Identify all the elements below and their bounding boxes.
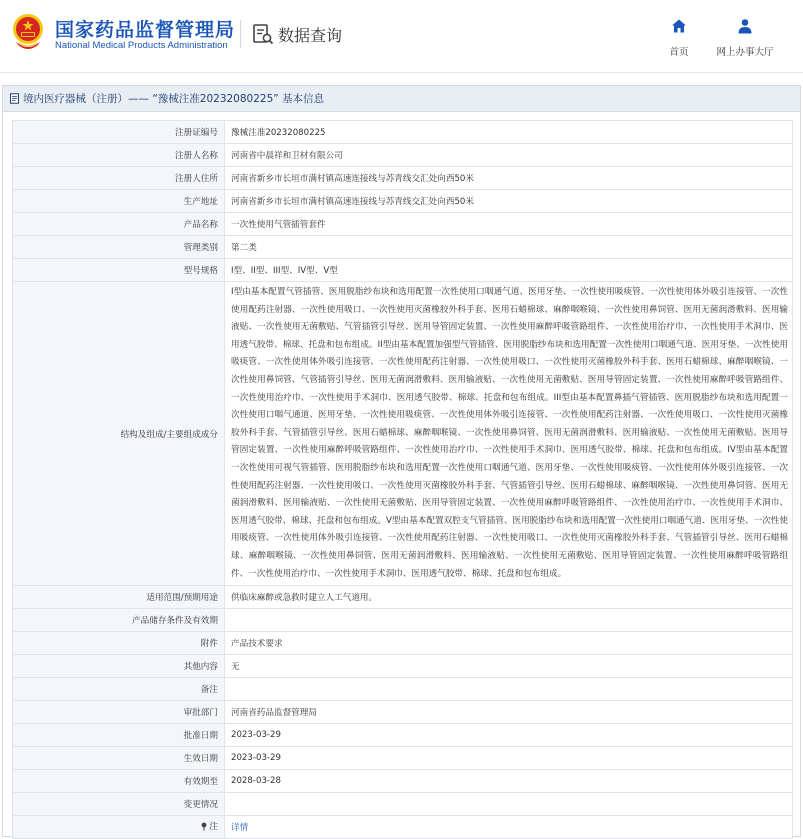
table-row <box>13 167 793 190</box>
field-value <box>225 793 793 816</box>
field-label: 有效期至 <box>13 770 225 793</box>
field-value: 无 <box>225 655 793 678</box>
nav-online-hall-label: 网上办事大厅 <box>716 47 774 58</box>
table-row <box>13 678 793 701</box>
field-label: 注册人住所 <box>13 167 225 190</box>
field-value: I型、II型、III型、IV型、V型 <box>225 259 793 282</box>
field-label: 生效日期 <box>13 747 225 770</box>
field-label-note <box>13 816 225 839</box>
data-query-label: 数据查询 <box>278 25 343 45</box>
field-value: 产品技术要求 <box>225 632 793 655</box>
field-value: 河南省新乡市长垣市满村镇高速连接线与苏青线交汇处向西50米 <box>225 190 793 213</box>
table-row <box>13 701 793 724</box>
table-row <box>13 190 793 213</box>
document-icon <box>9 93 20 104</box>
panel-title-bar <box>3 86 800 112</box>
basic-info-panel <box>2 85 801 837</box>
nav-home-label: 首页 <box>669 47 689 58</box>
table-row <box>13 236 793 259</box>
field-value: 河南省新乡市长垣市满村镇高速连接线与苏青线交汇处向西50米 <box>225 167 793 190</box>
field-value-note <box>225 816 793 839</box>
field-label: 结构及组成/主要组成成分 <box>13 282 225 586</box>
field-value: 河南省中晨祥和卫材有限公司 <box>225 144 793 167</box>
field-label: 变更情况 <box>13 793 225 816</box>
table-row <box>13 793 793 816</box>
detail-link[interactable]: 详情 <box>231 823 249 834</box>
table-row <box>13 259 793 282</box>
field-value: 一次性使用气管插管套件 <box>225 213 793 236</box>
nav-home[interactable] <box>662 18 696 59</box>
field-label: 管理类别 <box>13 236 225 259</box>
field-label: 注册人名称 <box>13 144 225 167</box>
field-value <box>225 609 793 632</box>
table-row-note <box>13 816 793 839</box>
brand-title-en: National Medical Products Administration <box>55 40 228 51</box>
header-bottom-line <box>0 72 803 73</box>
table-row <box>13 747 793 770</box>
panel-title: 境内医疗器械（注册）—— “豫械注准20232080225” 基本信息 <box>23 93 325 105</box>
field-label: 适用范围/预期用途 <box>13 586 225 609</box>
info-table <box>12 120 793 839</box>
field-value: 豫械注准20232080225 <box>225 121 793 144</box>
table-row <box>13 586 793 609</box>
field-value: 供临床麻醉或急救时建立人工气道用。 <box>225 586 793 609</box>
table-row <box>13 282 793 586</box>
field-label: 附件 <box>13 632 225 655</box>
data-query-title <box>252 20 342 48</box>
home-icon <box>671 18 687 34</box>
table-row <box>13 609 793 632</box>
table-row <box>13 121 793 144</box>
table-row <box>13 632 793 655</box>
field-label: 产品名称 <box>13 213 225 236</box>
field-label: 注册证编号 <box>13 121 225 144</box>
field-value: I型由基本配置气管插管、医用脱脂纱布块和选用配置一次性使用口咽通气道、医用牙垫、一次性使用吸痰管、一次性使用体外吸引连接管、一次性使用配药注射器、一次性使用吸口、一次性使用灭菌橡胶外科手套、医用石蜡棉球、麻醉咽喉镜、一次性使用鼻饲管、医用无菌润滑敷料、医用输液贴、一次性使用无菌敷贴、气管插管引导丝、医用导管固定装置、一次性使用麻醉呼吸管路组件、一次性使用治疗巾、一次性使用手术洞巾、医用透气胶带、棉球、托盘和包布组成。II型由基本配置加强型气管插管、医用脱脂纱布块和选用配置一次性使用口咽通气道、医用牙垫、一次性使用吸痰管、一次性使用体外吸引连接管、一次性使用配药注射器、一次性使用吸口、一次性使用灭菌橡胶外科手套、医用石蜡棉球、麻醉咽喉镜、一次性使用鼻饲管、气管插管引导丝、医用无菌润滑敷料、医用输液贴、一次性使用无菌敷贴、医用导管固定装置、一次性使用麻醉呼吸管路组件、一次性使用治疗巾、一次性使用手术洞巾、医用透气胶带、棉球、托盘和包布组成。III型由基本配置鼻插气管插管、医用脱脂纱布块和选用配置一次性使用口咽气通道、医用牙垫、一次性使用吸痰管、一次性使用体外吸引连接管、一次性使用配药注射器、一次性使用吸口、一次性使用灭菌橡胶外科手套、气管插管引导丝、医用石蜡棉球、麻醉咽喉镜、一次性使用鼻饲管、医用无菌润滑敷料、医用输液贴、一次性使用无菌敷贴、医用导管固定装置、一次性使用麻醉呼吸管路组件、一次性使用治疗巾、一次性使用手术洞巾、医用透气胶带、棉球、托盘和包布组成。IV型由基本配置一次性使用可视气管插管、医用脱脂纱布块和选用配置一次性使用口咽通气道、医用牙垫、一次性使用吸痰管、一次性使用体外吸引连接管、一次性使用配药注射器、一次性使用吸口、一次性使用灭菌橡胶外科手套、气管插管引导丝、医用石蜡棉球、麻醉咽喉镜、一次性使用鼻饲管、医用无菌润滑敷料、医用输液贴、一次性使用无菌敷贴、医用导管固定装置、一次性使用麻醉呼吸管路组件、一次性使用治疗巾、一次性使用手术洞巾、医用透气胶带、棉球、托盘和包布组成。V型由基本配置双腔支气管插管、医用脱脂纱布块和选用配置一次性使用口咽通气道、医用牙垫、一次性使用吸痰管、一次性使用体外吸引连接管、一次性使用配药注射器、一次性使用吸口、一次性使用灭菌橡胶外科手套、气管插管引导丝、医用石蜡棉球、麻醉咽喉镜、一次性使用鼻饲管、医用无菌润滑敷料、医用输液贴、一次性使用无菌敷贴、医用导管固定装置、一次性使用麻醉呼吸管路组件、一次性使用治疗巾、一次性使用手术洞巾、医用透气胶带、棉球、托盘和包布组成。 <box>225 282 793 586</box>
table-row <box>13 213 793 236</box>
field-label: 其他内容 <box>13 655 225 678</box>
field-label: 型号规格 <box>13 259 225 282</box>
note-label-text: 注 <box>209 822 218 833</box>
brand-title-cn[interactable]: 国家药品监督管理局 <box>55 19 236 41</box>
field-value: 2023-03-29 <box>225 747 793 770</box>
note-label <box>200 820 218 832</box>
field-value: 2028-03-28 <box>225 770 793 793</box>
field-label: 批准日期 <box>13 724 225 747</box>
field-value: 2023-03-29 <box>225 724 793 747</box>
table-row <box>13 724 793 747</box>
field-value: 河南省药品监督管理局 <box>225 701 793 724</box>
field-value: 第二类 <box>225 236 793 259</box>
table-row <box>13 770 793 793</box>
national-emblem-icon <box>10 12 46 52</box>
site-header <box>0 0 803 72</box>
table-row <box>13 655 793 678</box>
nav-online-hall[interactable] <box>712 18 778 59</box>
search-document-icon <box>252 23 274 45</box>
header-divider <box>240 20 241 48</box>
user-icon <box>737 18 753 34</box>
field-value <box>225 678 793 701</box>
field-label: 备注 <box>13 678 225 701</box>
field-label: 生产地址 <box>13 190 225 213</box>
field-label: 审批部门 <box>13 701 225 724</box>
pin-icon <box>200 822 208 831</box>
table-row <box>13 144 793 167</box>
field-label: 产品储存条件及有效期 <box>13 609 225 632</box>
